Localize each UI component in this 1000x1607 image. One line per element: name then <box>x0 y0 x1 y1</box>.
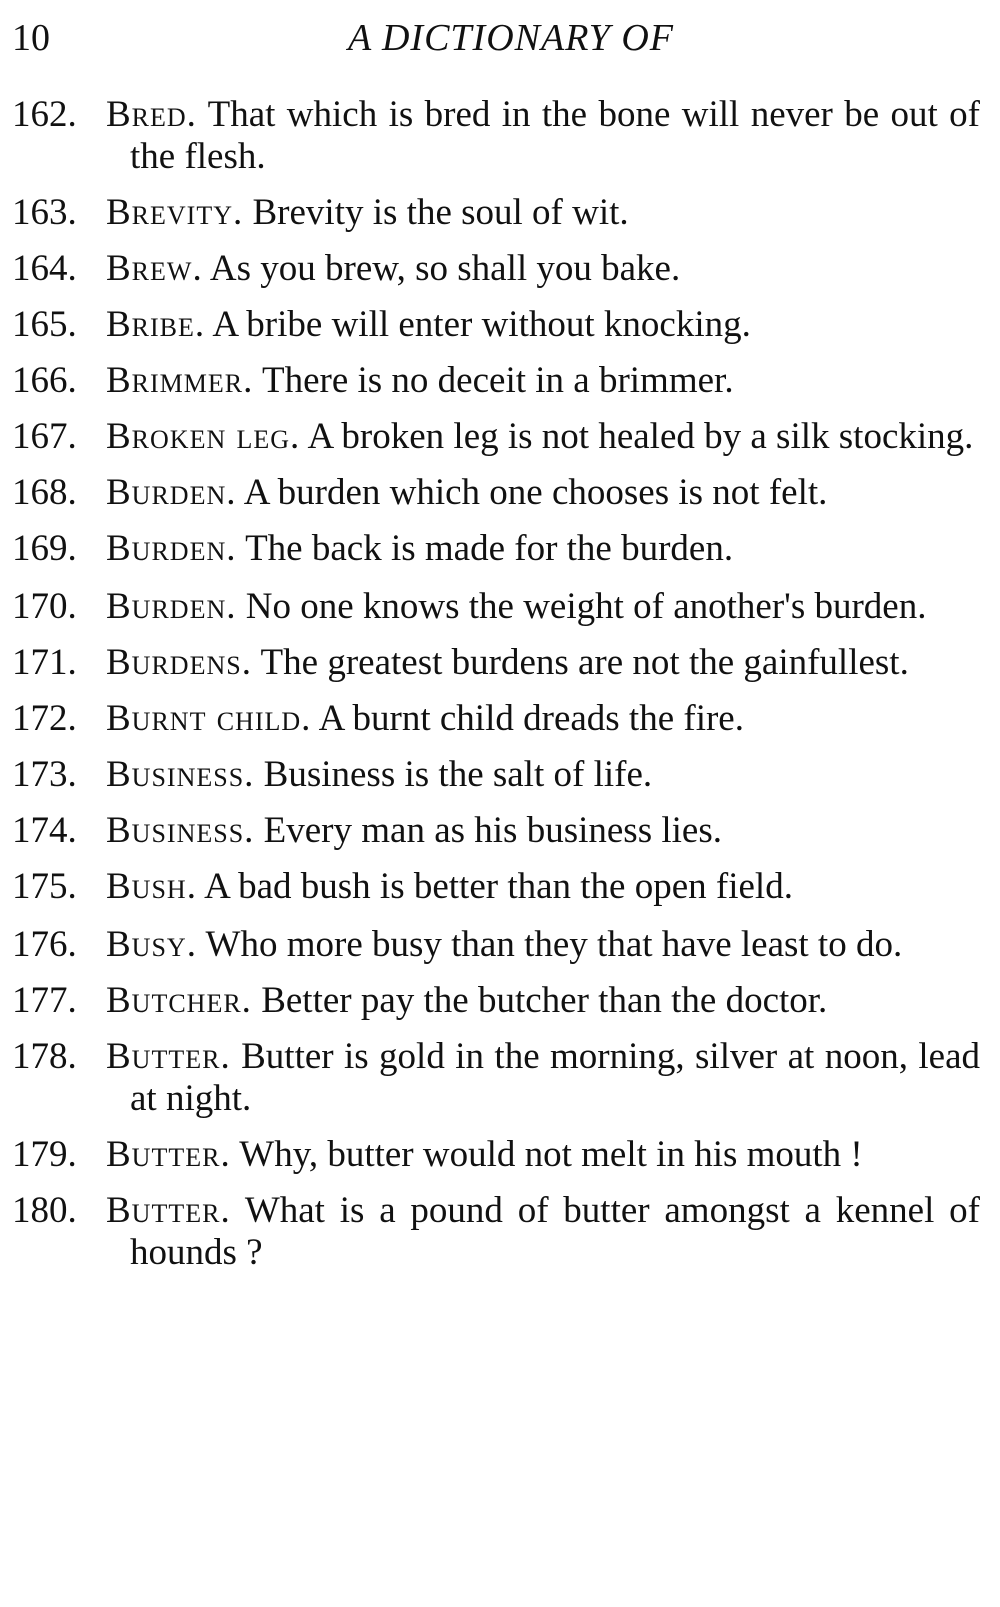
entry-body <box>106 416 980 458</box>
entry-headword: Bush. <box>106 866 197 907</box>
proverb-entry <box>12 416 980 458</box>
entry-body <box>106 304 980 346</box>
proverb-entry <box>12 1134 980 1176</box>
page-number: 10 <box>12 17 50 59</box>
entry-body <box>106 924 980 966</box>
proverb-entry <box>12 528 980 570</box>
entry-text: A broken leg is not healed by a silk stocking. <box>307 416 974 457</box>
entry-headword: Business. <box>106 810 255 851</box>
entry-headword: Bribe. <box>106 304 206 345</box>
proverb-entry <box>12 1190 980 1274</box>
proverb-entry <box>12 248 980 290</box>
entry-number: 171. <box>12 642 77 683</box>
entry-headword: Burden. <box>106 472 237 513</box>
entry-number: 169. <box>12 528 77 569</box>
entry-number: 168. <box>12 472 77 513</box>
proverb-entry <box>12 1036 980 1120</box>
entry-text: The back is made for the burden. <box>245 528 734 569</box>
entry-number: 175. <box>12 866 77 907</box>
entry-text: Better pay the butcher than the doctor. <box>261 980 828 1021</box>
entry-body <box>106 360 980 402</box>
entry-body <box>106 810 980 852</box>
entry-headword: Burden. <box>106 528 237 569</box>
proverb-entry <box>12 754 980 796</box>
entry-body <box>106 866 980 908</box>
proverb-entry <box>12 192 980 234</box>
proverb-entry <box>12 810 980 852</box>
entry-text: Butter is gold in the morning, silver at noon, lead at night. <box>130 1036 980 1119</box>
entry-number: 177. <box>12 980 77 1021</box>
entry-headword: Butter. <box>106 1134 231 1175</box>
proverb-list <box>12 94 980 1274</box>
entry-number: 164. <box>12 248 77 289</box>
entry-text: Why, butter would not melt in his mouth ! <box>239 1134 863 1175</box>
entry-number: 176. <box>12 924 77 965</box>
entry-headword: Burnt child. <box>106 698 312 739</box>
entry-headword: Brevity. <box>106 192 244 233</box>
entry-body <box>106 586 980 628</box>
entry-text: No one knows the weight of another's burden. <box>245 586 927 627</box>
proverb-entry <box>12 980 980 1022</box>
entry-body <box>106 528 980 570</box>
proverb-entry <box>12 924 980 966</box>
entry-headword: Butter. <box>106 1190 231 1231</box>
entry-headword: Business. <box>106 754 255 795</box>
entry-body <box>106 192 980 234</box>
entry-headword: Broken leg. <box>106 416 301 457</box>
entry-number: 173. <box>12 754 77 795</box>
entry-text: That which is bred in the bone will never be out of the flesh. <box>130 94 980 177</box>
entry-text: A bad bush is better than the open field. <box>204 866 793 907</box>
entry-headword: Butter. <box>106 1036 231 1077</box>
entry-text: Every man as his business lies. <box>263 810 722 851</box>
entry-body <box>106 980 980 1022</box>
proverb-entry <box>12 94 980 178</box>
entry-body <box>106 698 980 740</box>
entry-body <box>106 248 980 290</box>
entry-body <box>106 94 980 178</box>
entry-number: 163. <box>12 192 77 233</box>
entry-number: 166. <box>12 360 77 401</box>
proverb-entry <box>12 360 980 402</box>
proverb-entry <box>12 586 980 628</box>
entry-number: 180. <box>12 1190 77 1231</box>
entry-body <box>106 754 980 796</box>
entry-text: Brevity is the soul of wit. <box>252 192 629 233</box>
entry-body <box>106 1036 980 1120</box>
entry-body <box>106 472 980 514</box>
running-head: A DICTIONARY OF <box>347 17 675 59</box>
entry-text: As you brew, so shall you bake. <box>209 248 681 289</box>
proverb-entry <box>12 304 980 346</box>
entry-headword: Brew. <box>106 248 203 289</box>
entry-headword: Burden. <box>106 586 237 627</box>
entry-number: 170. <box>12 586 77 627</box>
entry-text: The greatest burdens are not the gainfullest. <box>260 642 909 683</box>
proverb-entry <box>12 472 980 514</box>
entry-number: 162. <box>12 94 77 135</box>
entry-text: What is a pound of butter amongst a kennel of hounds ? <box>130 1190 980 1273</box>
page-header <box>8 12 984 62</box>
proverb-entry <box>12 698 980 740</box>
entry-text: A bribe will enter without knocking. <box>212 304 751 345</box>
entry-text: There is no deceit in a brimmer. <box>261 360 734 401</box>
entry-body <box>106 1190 980 1274</box>
entry-number: 178. <box>12 1036 77 1077</box>
entry-headword: Butcher. <box>106 980 252 1021</box>
entry-number: 174. <box>12 810 77 851</box>
proverb-entry <box>12 642 980 684</box>
entry-number: 172. <box>12 698 77 739</box>
entry-headword: Bred. <box>106 94 197 135</box>
entry-number: 165. <box>12 304 77 345</box>
entry-number: 179. <box>12 1134 77 1175</box>
entry-headword: Burdens. <box>106 642 252 683</box>
proverb-entry <box>12 866 980 908</box>
entry-body <box>106 1134 980 1176</box>
entry-headword: Busy. <box>106 924 197 965</box>
entry-number: 167. <box>12 416 77 457</box>
entry-text: Business is the salt of life. <box>263 754 653 795</box>
entry-text: Who more busy than they that have least to do. <box>205 924 903 965</box>
entry-text: A burden which one chooses is not felt. <box>243 472 828 513</box>
entry-text: A burnt child dreads the fire. <box>318 698 744 739</box>
entry-body <box>106 642 980 684</box>
entry-headword: Brimmer. <box>106 360 254 401</box>
